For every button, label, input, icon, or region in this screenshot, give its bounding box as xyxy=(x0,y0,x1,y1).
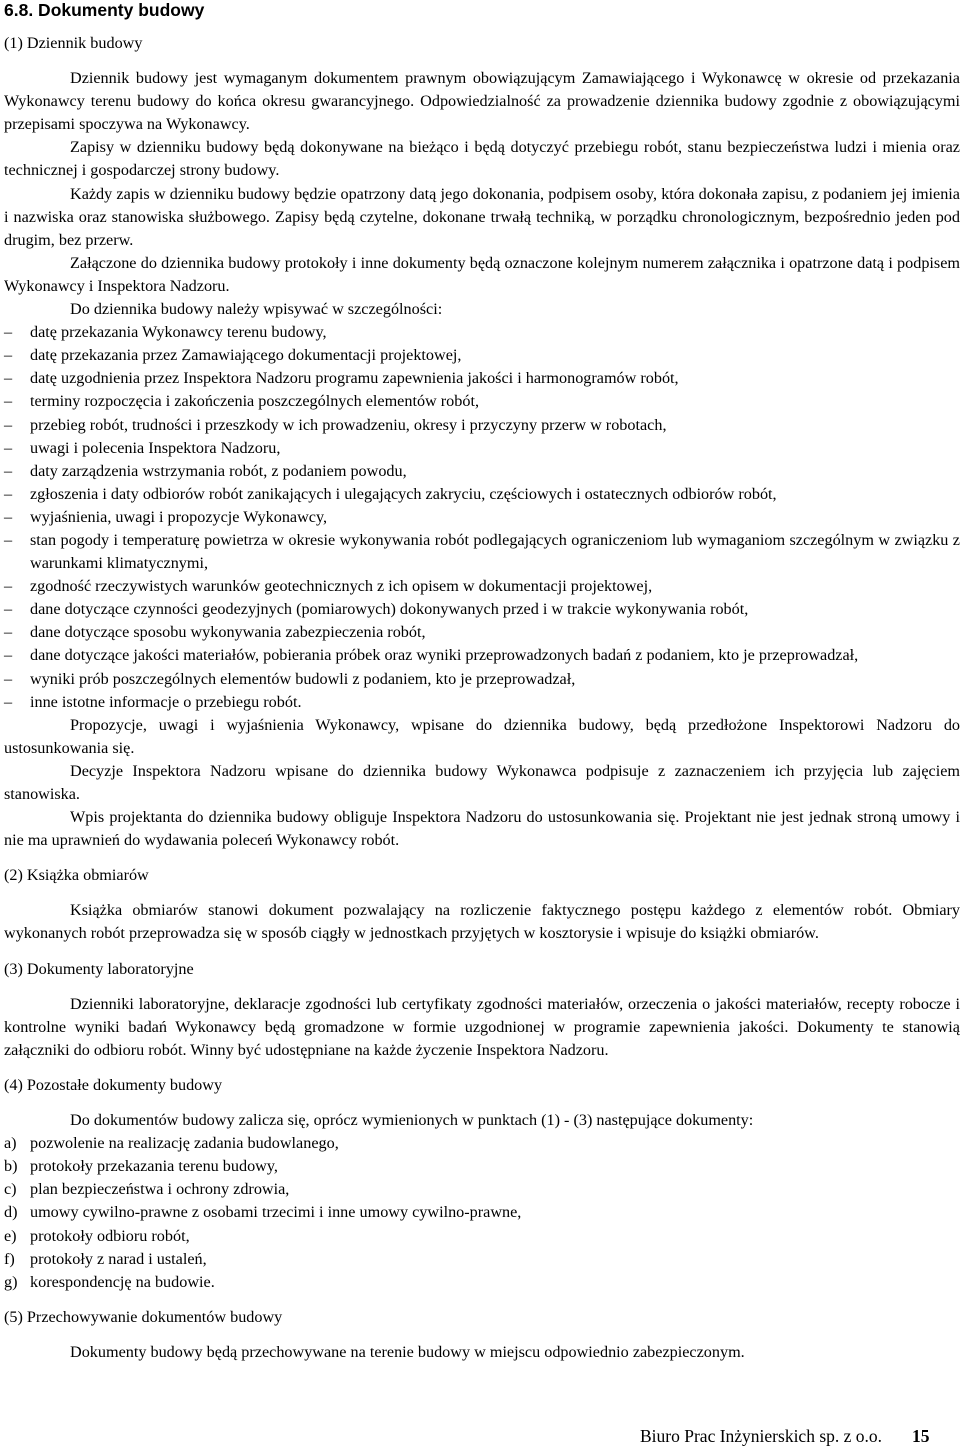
list-item xyxy=(4,575,960,598)
list-item xyxy=(4,460,960,483)
paragraph: Dokumenty budowy będą przechowywane na terenie budowy w miejscu odpowiednio zabezpieczonym. xyxy=(70,1342,745,1361)
list-item-text: dane dotyczące jakości materiałów, pobierania próbek oraz wyniki przeprowadzonych badań z podaniem, kto je przeprowadzał, xyxy=(30,646,859,665)
list-item-text: datę uzgodnienia przez Inspektora Nadzoru programu zapewnienia jakości i harmonogramów robót, xyxy=(30,369,679,388)
footer-company: Biuro Prac Inżynierskich sp. z o.o. xyxy=(640,1426,883,1446)
list-item xyxy=(4,344,960,367)
list-item xyxy=(4,1201,960,1224)
list-item-text: datę przekazania Wykonawcy terenu budowy, xyxy=(30,323,327,342)
list-item xyxy=(4,598,960,621)
list-item-text: uwagi i polecenia Inspektora Nadzoru, xyxy=(30,438,281,457)
entry-list xyxy=(4,321,960,714)
paragraph: Dziennik budowy jest wymaganym dokumentem prawnym obowiązującym Zamawiającego i Wykonawcę w okresie od przekazania Wykonawcy terenu budowy do końca okresu gwarancyjnego. Odpowiedzialność za prowadzenie dziennika budowy zgodnie z obowiązującymi przepisami spoczywa na Wykonawcy. xyxy=(4,69,960,134)
section-title-pozostale: (4) Pozostałe dokumenty budowy xyxy=(4,1075,223,1094)
list-marker: e) xyxy=(4,1226,17,1245)
list-item xyxy=(4,529,960,575)
list-item-text: korespondencję na budowie. xyxy=(30,1272,215,1291)
dash-bullet-icon: – xyxy=(4,530,13,549)
list-item xyxy=(4,367,960,390)
paragraph: Propozycje, uwagi i wyjaśnienia Wykonawcy, wpisane do dziennika budowy, będą przedłożone Inspektorowi Nadzoru do ustosunkowania się. xyxy=(4,715,960,757)
section-heading: 6.8. Dokumenty budowy xyxy=(4,0,205,20)
list-item-text: dane dotyczące czynności geodezyjnych (pomiarowych) dokonywanych przed i w trakcie wykonywania robót, xyxy=(30,600,749,619)
list-item-text: wyniki prób poszczególnych elementów budowli z podaniem, kto je przeprowadzał, xyxy=(30,669,576,688)
dash-bullet-icon: – xyxy=(4,484,13,503)
list-item-text: protokoły z narad i ustaleń, xyxy=(30,1249,207,1268)
list-item-text: plan bezpieczeństwa i ochrony zdrowia, xyxy=(30,1180,290,1199)
dash-bullet-icon: – xyxy=(4,461,13,480)
dash-bullet-icon: – xyxy=(4,669,13,688)
list-item xyxy=(4,437,960,460)
list-item-text: protokoły odbioru robót, xyxy=(30,1226,190,1245)
dash-bullet-icon: – xyxy=(4,438,13,457)
list-marker: g) xyxy=(4,1272,18,1291)
list-item-text: dane dotyczące sposobu wykonywania zabezpieczenia robót, xyxy=(30,623,426,642)
document-page xyxy=(4,0,960,1364)
dash-bullet-icon: – xyxy=(4,369,13,388)
list-item-text: zgłoszenia i daty odbiorów robót zanikających i ulegających zakryciu, częściowych i ostatecznych odbiorów robót, xyxy=(30,484,777,503)
list-item-text: datę przekazania przez Zamawiającego dokumentacji projektowej, xyxy=(30,346,462,365)
page-footer xyxy=(640,1426,930,1446)
list-marker: b) xyxy=(4,1157,18,1176)
list-item-text: daty zarządzenia wstrzymania robót, z podaniem powodu, xyxy=(30,461,407,480)
list-item xyxy=(4,506,960,529)
section-title-dziennik: (1) Dziennik budowy xyxy=(4,34,143,52)
list-item-text: stan pogody i temperaturę powietrza w okresie wykonywania robót podlegających ograniczeniom lub wymaganiom szczególnym w związku z warunkami klimatycznymi, xyxy=(30,530,960,573)
dash-bullet-icon: – xyxy=(4,623,13,642)
list-item xyxy=(4,321,960,344)
list-marker: c) xyxy=(4,1180,17,1199)
dash-bullet-icon: – xyxy=(4,577,13,596)
dash-bullet-icon: – xyxy=(4,392,13,411)
list-item-text: przebieg robót, trudności i przeszkody w ich prowadzeniu, okresy i przyczyny przerw w robotach, xyxy=(30,415,667,434)
paragraph: Dzienniki laboratoryjne, deklaracje zgodności lub certyfikaty zgodności materiałów, orzeczenia o jakości materiałów, recepty robocze i kontrolne wyniki badań Wykonawcy będą gromadzone w formie uzgodnionej w programie zapewnienia jakości. Dokumenty te stanowią załączniki do odbioru robót. Winny być udostępniane na każde życzenie Inspektora Nadzoru. xyxy=(4,994,960,1059)
list-marker: d) xyxy=(4,1203,18,1222)
section-title-ksiazka: (2) Książka obmiarów xyxy=(4,866,149,885)
list-item xyxy=(4,414,960,437)
paragraph: Zapisy w dzienniku budowy będą dokonywane na bieżąco i będą dotyczyć przebiegu robót, stanu bezpieczeństwa ludzi i mienia oraz technicznej i gospodarczej strony budowy. xyxy=(4,138,960,180)
dash-bullet-icon: – xyxy=(4,415,13,434)
dash-bullet-icon: – xyxy=(4,346,13,365)
dash-bullet-icon: – xyxy=(4,692,13,711)
list-item xyxy=(4,1225,960,1248)
list-item xyxy=(4,1248,960,1271)
list-item-text: protokoły przekazania terenu budowy, xyxy=(30,1157,278,1176)
list-item xyxy=(4,621,960,644)
list-item xyxy=(4,1155,960,1178)
list-item-text: umowy cywilno-prawne z osobami trzecimi i inne umowy cywilno-prawne, xyxy=(30,1203,522,1222)
paragraph: Wpis projektanta do dziennika budowy obliguje Inspektora Nadzoru do ustosunkowania się. Projektant nie jest jednak stroną umowy i nie ma uprawnień do wydawania poleceń Wykonawcy robót. xyxy=(4,808,960,850)
list-marker: a) xyxy=(4,1134,17,1153)
list-item-text: terminy rozpoczęcia i zakończenia poszczególnych elementów robót, xyxy=(30,392,479,411)
list-item xyxy=(4,644,960,667)
list-item xyxy=(4,390,960,413)
page-number: 15 xyxy=(912,1426,930,1446)
list-item xyxy=(4,1132,960,1155)
list-item xyxy=(4,668,960,691)
list-item-text: pozwolenie na realizację zadania budowlanego, xyxy=(30,1134,339,1153)
paragraph: Do dziennika budowy należy wpisywać w szczególności: xyxy=(70,300,443,319)
dash-bullet-icon: – xyxy=(4,600,13,619)
section-title-laboratoryjne: (3) Dokumenty laboratoryjne xyxy=(4,959,194,978)
paragraph: Książka obmiarów stanowi dokument pozwalający na rozliczenie faktycznego postępu każdego z elementów robót. Obmiary wykonanych robót przeprowadza się w sposób ciągły w jednostkach przyjętych w kosztorysie i wpisuje do książki obmiarów. xyxy=(4,901,960,943)
dash-bullet-icon: – xyxy=(4,507,13,526)
section-title-przechowywanie: (5) Przechowywanie dokumentów budowy xyxy=(4,1307,283,1326)
paragraph: Do dokumentów budowy zalicza się, oprócz wymienionych w punktach (1) - (3) następujące dokumenty: xyxy=(70,1111,754,1130)
paragraph: Każdy zapis w dzienniku budowy będzie opatrzony datą jego dokonania, podpisem osoby, która dokonała zapisu, z podaniem jej imienia i nazwiska oraz stanowiska służbowego. Zapisy będą czytelne, dokonane trwałą techniką, w porządku chronologicznym, bezpośrednio jeden pod drugim, bez przerw. xyxy=(4,184,960,249)
list-item xyxy=(4,1178,960,1201)
list-item-text: wyjaśnienia, uwagi i propozycje Wykonawcy, xyxy=(30,507,328,526)
list-item-text: inne istotne informacje o przebiegu robót. xyxy=(30,692,302,711)
list-item xyxy=(4,483,960,506)
dash-bullet-icon: – xyxy=(4,323,13,342)
list-marker: f) xyxy=(4,1249,15,1268)
documents-list xyxy=(4,1132,960,1294)
dash-bullet-icon: – xyxy=(4,646,13,665)
list-item xyxy=(4,1271,960,1294)
list-item xyxy=(4,691,960,714)
list-item-text: zgodność rzeczywistych warunków geotechnicznych z ich opisem w dokumentacji projektowej, xyxy=(30,577,653,596)
paragraph: Decyzje Inspektora Nadzoru wpisane do dziennika budowy Wykonawca podpisuje z zaznaczeniem ich przyjęcia lub zajęciem stanowiska. xyxy=(4,761,960,803)
paragraph: Załączone do dziennika budowy protokoły i inne dokumenty będą oznaczone kolejnym numerem załącznika i opatrzone datą i podpisem Wykonawcy i Inspektora Nadzoru. xyxy=(4,253,960,295)
